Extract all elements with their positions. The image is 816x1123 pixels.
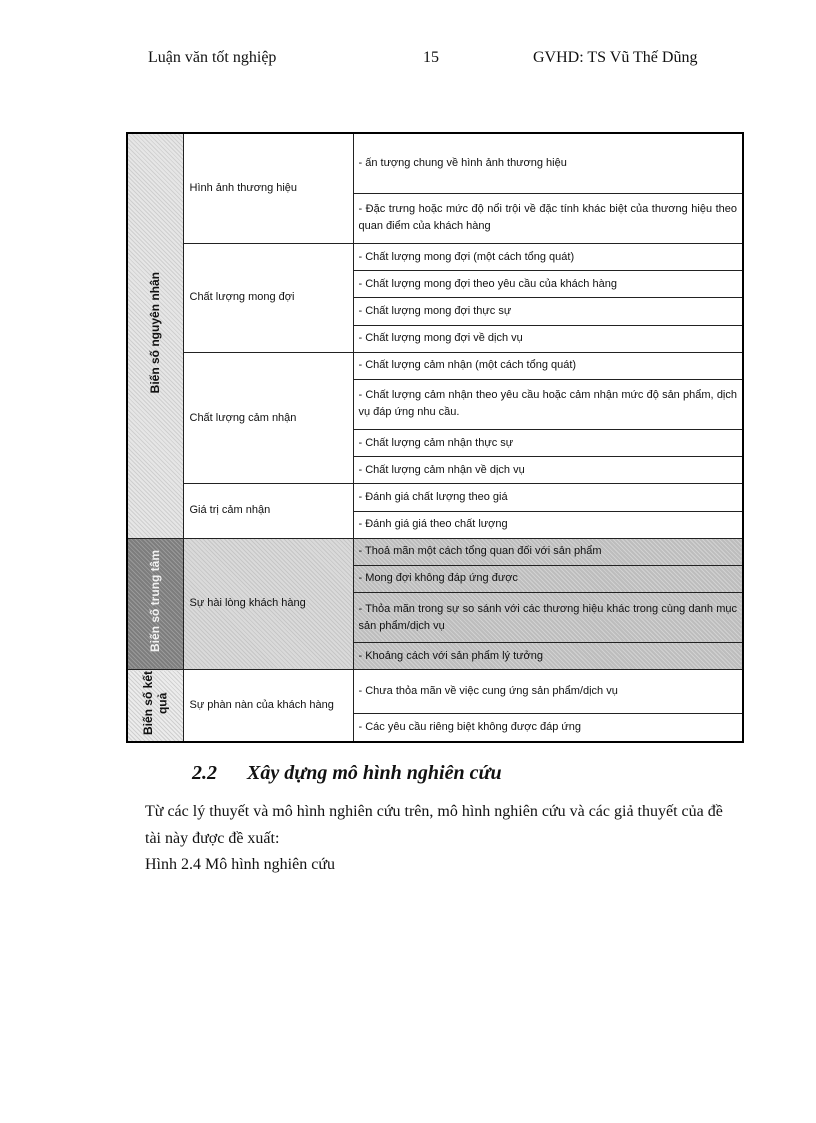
concept-brand-image: Hình ảnh thương hiệu bbox=[183, 133, 353, 244]
group-outcome-variables bbox=[127, 670, 183, 742]
section-heading bbox=[192, 762, 502, 785]
header-advisor: GVHD: TS Vũ Thế Dũng bbox=[533, 49, 698, 66]
table-row bbox=[127, 538, 743, 565]
section-title: Xây dựng mô hình nghiên cứu bbox=[247, 762, 502, 784]
indicator-cell: - Chưa thỏa mãn về việc cung ứng sản phẩm/dịch vụ bbox=[353, 670, 743, 713]
indicator-cell: - Đặc trưng hoặc mức độ nổi trội về đặc tính khác biệt của thương hiệu theo quan điểm của khách hàng bbox=[353, 193, 743, 243]
indicator-cell: - ấn tượng chung về hình ảnh thương hiệu bbox=[353, 133, 743, 193]
indicator-cell: - Chất lượng mong đợi theo yêu cầu của khách hàng bbox=[353, 271, 743, 298]
group-label: Biến số kết quả bbox=[140, 670, 170, 735]
group-cause-variables bbox=[127, 133, 183, 538]
body-paragraph: Từ các lý thuyết và mô hình nghiên cứu trên, mô hình nghiên cứu và các giả thuyết của đề tài này được đề xuất: bbox=[145, 803, 723, 847]
concept-perceived-value: Giá trị cảm nhận bbox=[183, 484, 353, 538]
concept-customer-satisfaction: Sự hài lòng khách hàng bbox=[183, 538, 353, 670]
table-row bbox=[127, 484, 743, 511]
indicator-cell: - Các yêu cầu riêng biệt không được đáp ứng bbox=[353, 713, 743, 742]
group-label: Biến số trung tâm bbox=[148, 549, 163, 652]
indicator-cell: - Chất lượng cảm nhận theo yêu cầu hoặc cảm nhận mức độ sản phẩm, dịch vụ đáp ứng nhu cầu. bbox=[353, 379, 743, 429]
header-thesis-title: Luận văn tốt nghiệp bbox=[148, 49, 277, 66]
table-row bbox=[127, 352, 743, 379]
figure-caption: Hình 2.4 Mô hình nghiên cứu bbox=[145, 856, 335, 873]
indicator-cell: - Đánh giá giá theo chất lượng bbox=[353, 511, 743, 538]
page-header bbox=[0, 49, 816, 73]
table-row bbox=[127, 244, 743, 271]
page-number: 15 bbox=[423, 49, 439, 66]
indicator-cell: - Chất lượng cảm nhận thực sự bbox=[353, 430, 743, 457]
group-label: Biến số nguyên nhân bbox=[148, 272, 163, 394]
indicator-cell: - Chất lượng cảm nhận (một cách tổng quát) bbox=[353, 352, 743, 379]
group-central-variables bbox=[127, 538, 183, 670]
indicator-cell: - Khoảng cách với sản phẩm lý tưởng bbox=[353, 643, 743, 670]
indicator-cell: - Chất lượng mong đợi về dịch vụ bbox=[353, 325, 743, 352]
indicator-cell: - Chất lượng mong đợi (một cách tổng quát) bbox=[353, 244, 743, 271]
concept-customer-complaints: Sự phàn nàn của khách hàng bbox=[183, 670, 353, 742]
indicator-cell: - Mong đợi không đáp ứng được bbox=[353, 565, 743, 592]
indicator-cell: - Chất lượng mong đợi thực sự bbox=[353, 298, 743, 325]
indicator-cell: - Đánh giá chất lượng theo giá bbox=[353, 484, 743, 511]
concept-expected-quality: Chất lượng mong đợi bbox=[183, 244, 353, 353]
indicator-cell: - Thỏa mãn trong sự so sánh với các thương hiệu khác trong cùng danh mục sản phẩm/dịch vụ bbox=[353, 592, 743, 642]
indicator-cell: - Chất lượng cảm nhận về dịch vụ bbox=[353, 457, 743, 484]
variables-table bbox=[126, 132, 744, 743]
table-row bbox=[127, 133, 743, 193]
section-number: 2.2 bbox=[192, 762, 217, 784]
concept-perceived-quality: Chất lượng cảm nhận bbox=[183, 352, 353, 484]
table-row bbox=[127, 670, 743, 713]
indicator-cell: - Thoả mãn một cách tổng quan đối với sản phẩm bbox=[353, 538, 743, 565]
